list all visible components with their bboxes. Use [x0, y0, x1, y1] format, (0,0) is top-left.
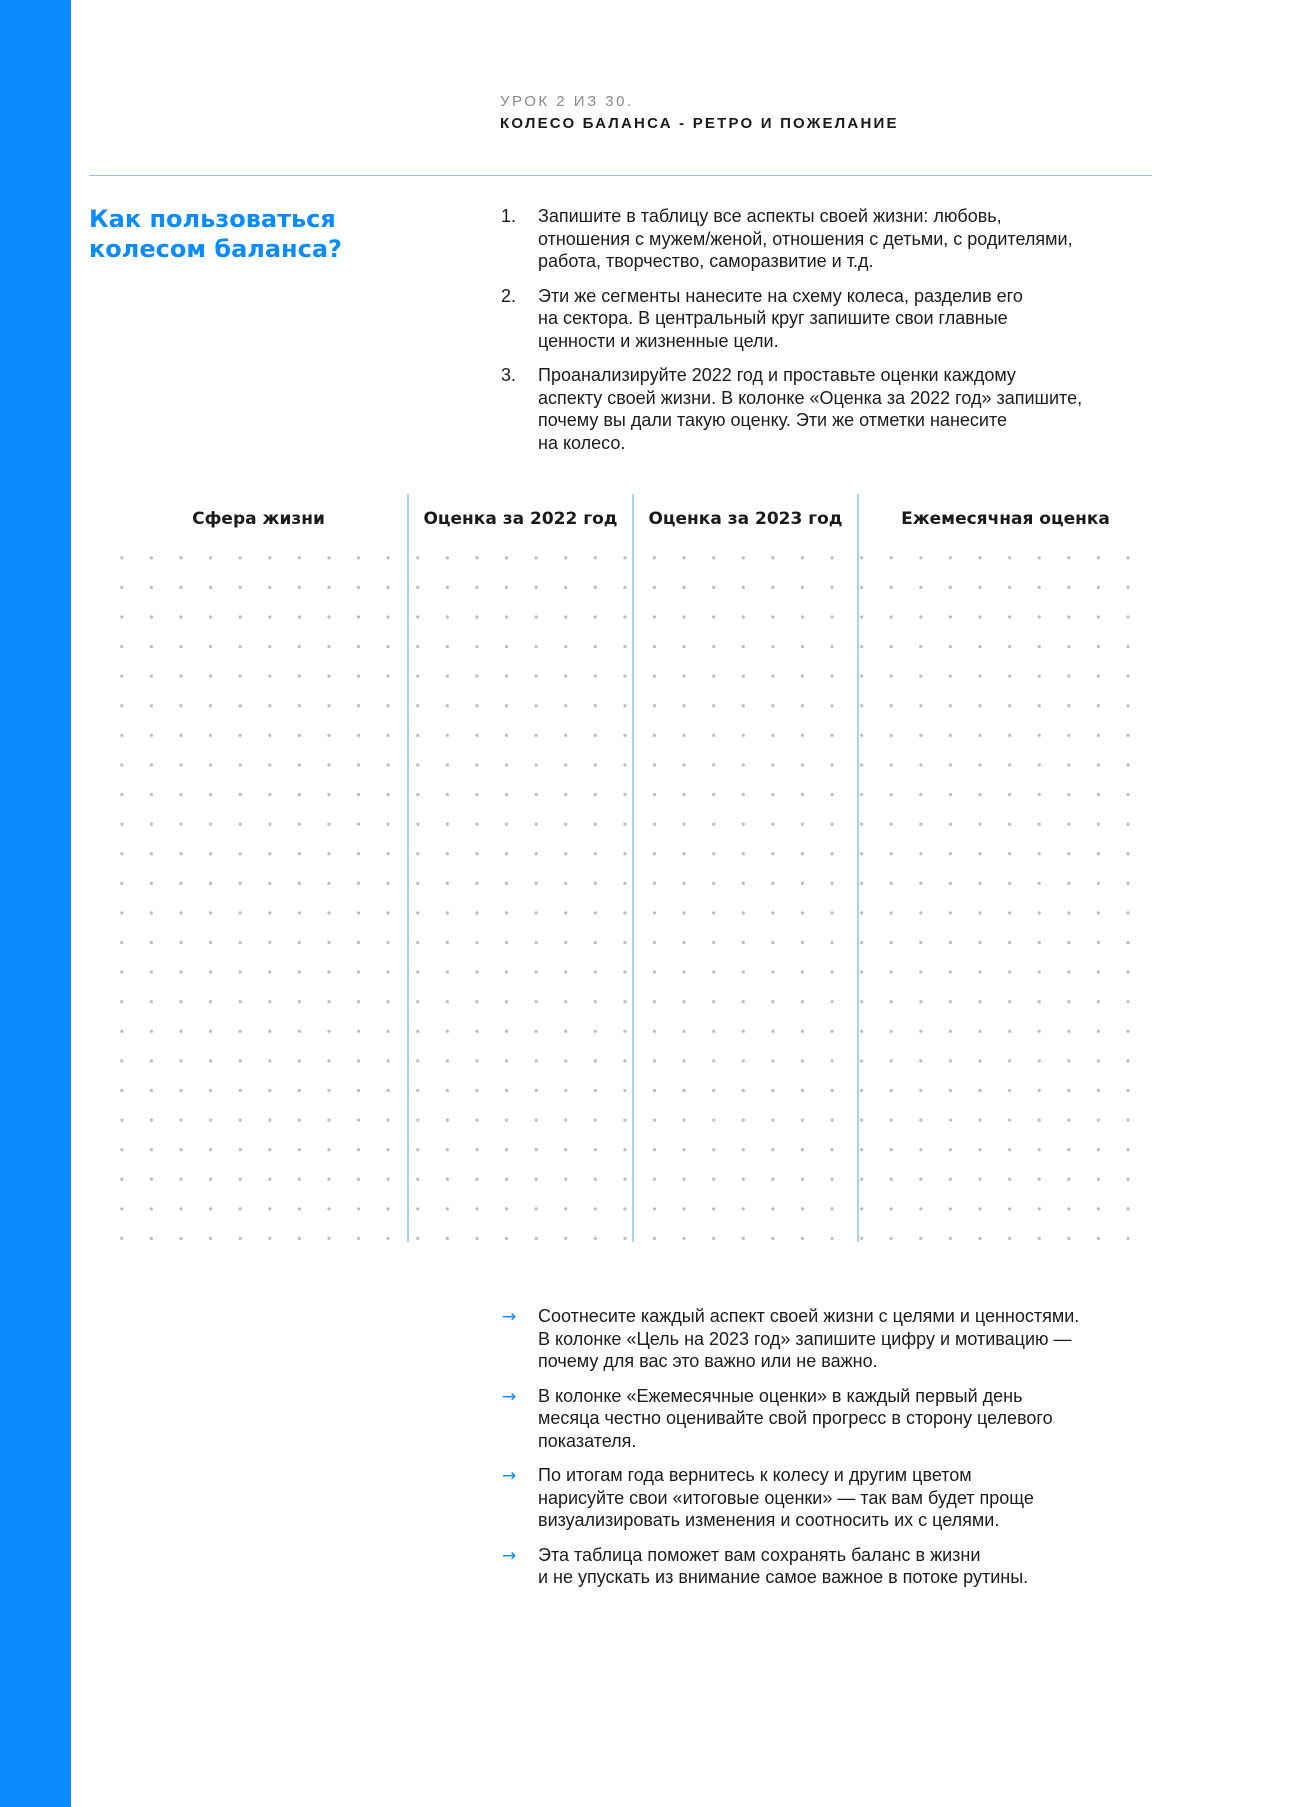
- arrow-right-icon: →: [502, 1386, 517, 1407]
- page-header: [500, 92, 899, 136]
- step-line: на сектора. В центральный круг запишите свои главные: [538, 308, 1008, 328]
- tip-line: нарисуйте свои «итоговые оценки» — так вам будет проще: [538, 1487, 1034, 1508]
- step-line: на колесо.: [538, 432, 626, 453]
- column-header-score-2023: Оценка за 2023 год: [648, 509, 843, 529]
- tip-item: [500, 1544, 1180, 1589]
- tip-line: Соотнесите каждый аспект своей жизни с целями и ценностями.: [538, 1306, 1080, 1326]
- tips-list: [500, 1305, 1180, 1601]
- column-divider: [857, 494, 859, 1242]
- lesson-counter: УРОК 2 ИЗ 30.: [500, 93, 634, 110]
- tip-line: визуализировать изменения и соотносить их с целями.: [538, 1510, 1000, 1530]
- section-heading-line: Как пользоваться: [89, 205, 336, 233]
- step-line: Запишите в таблицу все аспекты своей жизни: любовь,: [538, 206, 1002, 226]
- dot-grid-area: [110, 546, 1152, 1242]
- column-divider: [407, 494, 409, 1242]
- step-item: [500, 285, 1160, 353]
- tip-item: [500, 1385, 1180, 1453]
- tip-line: показателя.: [538, 1430, 637, 1451]
- balance-table: [110, 494, 1152, 1242]
- step-number: 2.: [501, 285, 517, 306]
- arrow-right-icon: →: [502, 1307, 517, 1327]
- tip-line: почему для вас это важно или не важно.: [538, 1351, 878, 1371]
- section-heading: [89, 204, 389, 264]
- tip-item: [500, 1464, 1180, 1532]
- lesson-title: КОЛЕСО БАЛАНСА - РЕТРО И ПОЖЕЛАНИЕ: [500, 115, 899, 132]
- step-line: Проанализируйте 2022 год и проставьте оценки каждому: [538, 365, 1016, 385]
- tip-line: и не упускать из внимание самое важное в потоке рутины.: [538, 1567, 1029, 1587]
- column-header-monthly-score: Ежемесячная оценка: [901, 509, 1110, 529]
- column-header-life-sphere: Сфера жизни: [192, 509, 325, 529]
- tip-line: Эта таблица поможет вам сохранять баланс в жизни: [538, 1544, 981, 1565]
- tip-line: По итогам года вернитесь к колесу и другим цветом: [538, 1465, 972, 1485]
- left-accent-stripe: [0, 0, 71, 1807]
- step-line: аспекту своей жизни. В колонке «Оценка за 2022 год» запишите,: [538, 387, 1083, 408]
- step-line: отношения с мужем/женой, отношения с детьми, с родителями,: [538, 228, 1073, 249]
- arrow-right-icon: →: [502, 1466, 517, 1486]
- step-item: [500, 205, 1160, 273]
- tip-line: месяца честно оценивайте свой прогресс в сторону целевого: [538, 1408, 1053, 1428]
- tip-item: [500, 1305, 1180, 1373]
- column-divider: [632, 494, 634, 1242]
- step-number: 3.: [501, 365, 517, 385]
- tip-line: В колонке «Цель на 2023 год» запишите цифру и мотивацию —: [538, 1328, 1072, 1349]
- step-number: 1.: [501, 206, 517, 226]
- step-item: [500, 364, 1160, 454]
- step-line: работа, творчество, саморазвитие и т.д.: [538, 251, 874, 271]
- step-line: ценности и жизненные цели.: [538, 330, 779, 351]
- instruction-steps: [500, 205, 1160, 466]
- header-divider: [89, 175, 1152, 176]
- arrow-right-icon: →: [502, 1545, 517, 1566]
- tip-line: В колонке «Ежемесячные оценки» в каждый первый день: [538, 1385, 1023, 1406]
- step-line: почему вы дали такую оценку. Эти же отметки нанесите: [538, 410, 1008, 430]
- section-heading-line: колесом баланса?: [89, 235, 342, 263]
- column-header-score-2022: Оценка за 2022 год: [423, 509, 618, 529]
- step-line: Эти же сегменты нанесите на схему колеса, разделив его: [538, 285, 1023, 306]
